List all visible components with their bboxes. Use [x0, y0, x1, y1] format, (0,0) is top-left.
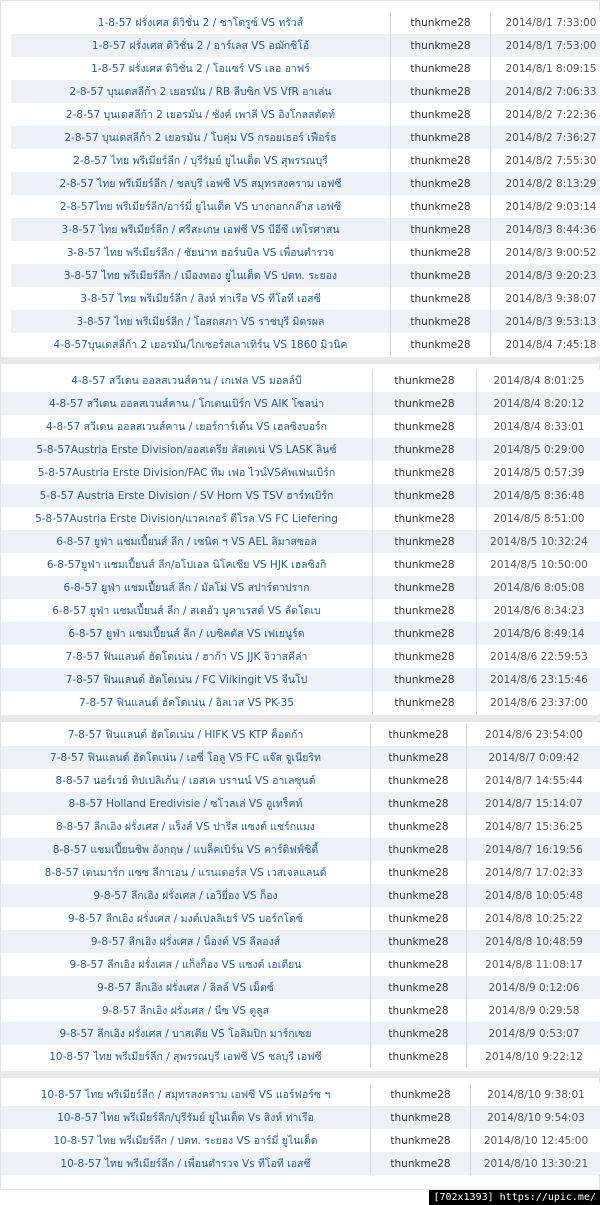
table-row — [1, 792, 600, 815]
poster-username: thunkme28 — [373, 438, 477, 461]
table-row — [1, 553, 600, 576]
poster-username: thunkme28 — [391, 34, 491, 57]
match-title-link[interactable]: 2-8-57 บุนเดสลีก้า 2 เยอรมัน / โบคุ่ม VS กรอยเธอร์ เฟือร์ธ — [11, 126, 391, 149]
match-title-link[interactable]: 2-8-57 บุนเดสลีก้า 2 เยอรมัน / RB ลีบซิก VS VfR อาเล่น — [11, 80, 391, 103]
match-title-link[interactable]: 10-8-57 ไทย พรีเมียร์ลีก / สุพรรณบุรี เอฟซี VS ชลบุรี เอฟซี — [1, 1045, 371, 1068]
poster-username: thunkme28 — [371, 723, 467, 746]
poster-username: thunkme28 — [373, 691, 477, 714]
post-datetime: 2014/8/6 23:37:00 — [490, 696, 588, 709]
poster-username: thunkme28 — [391, 264, 491, 287]
table-row — [11, 241, 600, 264]
poster-username: thunkme28 — [391, 149, 491, 172]
table-row — [1, 907, 600, 930]
match-title-link[interactable]: 3-8-57 ไทย พรีเมียร์ลีก / โอสถสภา VS ราชบุรี มิตรผล — [11, 310, 391, 333]
poster-username: thunkme28 — [373, 369, 477, 392]
poster-username: thunkme28 — [391, 172, 491, 195]
match-title-link[interactable]: 3-8-57 ไทย พรีเมียร์ลีก / ชัยนาท ฮอร์นบิล VS เพื่อนตำรวจ — [11, 241, 391, 264]
match-title-link[interactable]: 7-8-57 ฟินแลนด์ ฮัดโดเน่น / HIFK VS KTP ค็อตก้า — [1, 723, 371, 746]
match-block — [1, 369, 600, 714]
match-title-link[interactable]: 10-8-57 ไทย พรีเมียร์ลีก/บุรีรัมย์ ยูไนเต็ด Vs สิงห์ ท่าเรือ — [1, 1106, 371, 1129]
post-datetime: 2014/8/6 8:34:23 — [493, 604, 585, 617]
match-title-link[interactable]: 9-8-57 ลีกเอิง ฝรั่งเศส / นีซ VS ตูลูส — [1, 999, 371, 1022]
match-title-link[interactable]: 3-8-57 ไทย พรีเมียร์ลีก / เมืองทอง ยูไนเต็ด VS ปตท. ระยอง — [11, 264, 391, 287]
match-title-link[interactable]: 7-8-57 ฟินแลนด์ ฮัดโดเน่น / อิลเวส VS PK-35 — [1, 691, 373, 714]
poster-username: thunkme28 — [391, 310, 491, 333]
table-row — [1, 392, 600, 415]
post-datetime: 2014/8/7 14:55:44 — [485, 774, 583, 787]
poster-username: thunkme28 — [371, 792, 467, 815]
post-datetime: 2014/8/9 0:29:58 — [488, 1004, 580, 1017]
table-row — [11, 149, 600, 172]
poster-username: thunkme28 — [373, 461, 477, 484]
table-row — [1, 861, 600, 884]
block-separator — [1, 1071, 600, 1078]
table-row — [11, 333, 600, 356]
post-datetime: 2014/8/2 9:03:14 — [505, 200, 597, 213]
match-title-link[interactable]: 10-8-57 ไทย พรีเมียร์ลีก / สมุทรสงคราม เอฟซี VS แอร์ฟอร์ซ ฯ — [1, 1083, 371, 1106]
poster-username: thunkme28 — [373, 392, 477, 415]
post-datetime: 2014/8/10 13:30:21 — [483, 1157, 589, 1170]
post-datetime: 2014/8/5 8:51:00 — [493, 512, 585, 525]
match-title-link[interactable]: 9-8-57 ลีกเอิง ฝรั่งเศส / ลิลล์ VS เม็ตซ์ — [1, 976, 371, 999]
post-datetime: 2014/8/4 8:20:12 — [493, 397, 585, 410]
poster-username: thunkme28 — [391, 218, 491, 241]
match-title-link[interactable]: 3-8-57 ไทย พรีเมียร์ลีก / ศรีสะเกษ เอฟซี VS บีอีซี เทโรศาสน — [11, 218, 391, 241]
match-title-link[interactable]: 1-8-57 ฝรั่งเศส ดิวิชั่น 2 / ชาโตรูซ์ VS ทรัวส์ — [11, 11, 391, 34]
post-datetime: 2014/8/9 0:53:07 — [488, 1027, 580, 1040]
poster-username: thunkme28 — [373, 530, 477, 553]
table-row — [11, 218, 600, 241]
match-title-link[interactable]: 9-8-57 ลีกเอิง ฝรั่งเศส / บาสเตีย VS โอลิมปิก มาร์กเซย — [1, 1022, 371, 1045]
table-row — [11, 80, 600, 103]
table-row — [11, 57, 600, 80]
match-title-link[interactable]: 9-8-57 ลีกเอิง ฝรั่งเศส / แก็งก็อง VS แซงต์ เอเตียน — [1, 953, 371, 976]
match-block — [1, 723, 600, 1068]
post-datetime: 2014/8/7 0:09:42 — [488, 751, 580, 764]
poster-username: thunkme28 — [373, 507, 477, 530]
table-row — [1, 1129, 600, 1152]
table-row — [1, 1106, 600, 1129]
match-title-link[interactable]: 4-8-57 สวีเดน ออลสเวนส์คาน / เกเฟล VS มอลล์บี — [1, 369, 373, 392]
poster-username: thunkme28 — [391, 103, 491, 126]
poster-username: thunkme28 — [391, 126, 491, 149]
table-row — [1, 1045, 600, 1068]
match-title-link[interactable]: 8-8-57 ลีกเอิง ฝรั่งเศส / แร็งส์ VS ปารีส แซงต์ แชร์กแมง — [1, 815, 371, 838]
poster-username: thunkme28 — [373, 599, 477, 622]
table-row — [1, 1022, 600, 1045]
match-title-link[interactable]: 9-8-57 ลีกเอิง ฝรั่งเศส / มงต์เปลลิเยร์ VS บอร์กโดซ์ — [1, 907, 371, 930]
poster-username: thunkme28 — [371, 930, 467, 953]
post-datetime: 2014/8/7 15:36:25 — [485, 820, 583, 833]
table-row — [1, 461, 600, 484]
poster-username: thunkme28 — [373, 645, 477, 668]
match-title-link[interactable]: 8-8-57 Holland Eredivisie / ซโวลเล่ VS อูเทร็คท์ — [1, 792, 371, 815]
poster-username: thunkme28 — [391, 333, 491, 356]
block-separator — [1, 357, 600, 364]
match-title-link[interactable]: 5-8-57Austria Erste Division/แวคเกอร์ ตีโรล VS FC Liefering — [1, 507, 373, 530]
poster-username: thunkme28 — [371, 1106, 471, 1129]
post-datetime: 2014/8/10 9:38:01 — [487, 1088, 585, 1101]
poster-username: thunkme28 — [371, 1022, 467, 1045]
poster-username: thunkme28 — [373, 576, 477, 599]
match-title-link[interactable]: 7-8-57 ฟินแลนด์ ฮัดโดเน่น / ฮาก้า VS JJK จิวาสคีล่า — [1, 645, 373, 668]
post-datetime: 2014/8/7 17:02:33 — [485, 866, 583, 879]
image-watermark: [702x1393] https://upic.me/ — [429, 1190, 600, 1205]
match-title-link[interactable]: 9-8-57 ลีกเอิง ฝรั่งเศส / น็องต์ VS ลีลองส์ — [1, 930, 371, 953]
post-datetime: 2014/8/6 23:54:00 — [485, 728, 583, 741]
post-datetime: 2014/8/4 8:33:01 — [493, 420, 585, 433]
poster-username: thunkme28 — [371, 838, 467, 861]
match-title-link[interactable]: 8-8-57 แชมเปี้ยนชิพ อังกฤษ / แบล็คเบิร์น VS คาร์ดิฟฟ์ซิตี้ — [1, 838, 371, 861]
post-datetime: 2014/8/1 7:53:00 — [505, 39, 597, 52]
post-datetime: 2014/8/1 8:09:15 — [505, 62, 597, 75]
table-row — [11, 103, 600, 126]
post-datetime: 2014/8/8 10:05:48 — [485, 889, 583, 902]
match-title-link[interactable]: 1-8-57 ฝรั่งเศส ดิวิชั่น 2 / โอแซร์ VS เลอ อาฟร์ — [11, 57, 391, 80]
match-title-link[interactable]: 4-8-57บุนเดสลีก้า 2 เยอรมัน/ไกเซอร์สเลาเทิร์น VS 1860 มิวนิค — [11, 333, 391, 356]
table-row — [1, 815, 600, 838]
table-row — [1, 415, 600, 438]
poster-username: thunkme28 — [371, 976, 467, 999]
poster-username: thunkme28 — [371, 815, 467, 838]
table-row — [1, 622, 600, 645]
poster-username: thunkme28 — [371, 953, 467, 976]
post-datetime: 2014/8/10 9:54:03 — [487, 1111, 585, 1124]
table-row — [1, 999, 600, 1022]
match-title-link[interactable]: 2-8-57 ไทย พรีเมียร์ลีก / ชลบุรี เอฟซี VS สมุทรสงคราม เอฟซี — [11, 172, 391, 195]
table-row — [11, 287, 600, 310]
table-row — [1, 599, 600, 622]
post-datetime: 2014/8/8 10:25:22 — [485, 912, 583, 925]
match-title-link[interactable]: 5-8-57 Austria Erste Division / SV Horn VS TSV ฮาร์ทเบิร์ก — [1, 484, 373, 507]
post-datetime: 2014/8/5 8:36:48 — [493, 489, 585, 502]
table-row — [11, 195, 600, 218]
poster-username: thunkme28 — [371, 907, 467, 930]
table-row — [1, 723, 600, 746]
post-datetime: 2014/8/8 11:08:17 — [485, 958, 583, 971]
match-title-link[interactable]: 5-8-57Austria Erste Division/FAC ทีม เฟอ ไวน์VSคัพเฟนเบิร์ก — [1, 461, 373, 484]
table-row — [11, 11, 600, 34]
post-datetime: 2014/8/3 9:20:23 — [505, 269, 597, 282]
table-row — [1, 746, 600, 769]
table-row — [11, 310, 600, 333]
table-row — [1, 369, 600, 392]
poster-username: thunkme28 — [371, 769, 467, 792]
match-title-link[interactable]: 6-8-57 ยูฟ่า แชมเปี้ยนส์ ลีก / มัลโม่ VS สปาร์ตาปราก — [1, 576, 373, 599]
post-datetime: 2014/8/5 0:29:00 — [493, 443, 585, 456]
table-row — [1, 930, 600, 953]
table-row — [1, 1083, 600, 1106]
match-title-link[interactable]: 6-8-57 ยูฟ่า แชมเปี้ยนส์ ลีก / เซนิต ฯ VS AEL ลิมาสซอล — [1, 530, 373, 553]
table-row — [1, 530, 600, 553]
post-datetime: 2014/8/6 8:49:14 — [493, 627, 585, 640]
table-row — [1, 1152, 600, 1175]
match-title-link[interactable]: 10-8-57 ไทย พรีเมียร์ลีก / เพื่อนตำรวจ Vs ทีโอที เอสซี — [1, 1152, 371, 1175]
post-datetime: 2014/8/3 9:38:07 — [505, 292, 597, 305]
poster-username: thunkme28 — [391, 11, 491, 34]
poster-username: thunkme28 — [373, 484, 477, 507]
table-row — [1, 668, 600, 691]
post-datetime: 2014/8/6 8:05:08 — [493, 581, 585, 594]
table-row — [1, 976, 600, 999]
post-datetime: 2014/8/4 8:01:25 — [493, 374, 585, 387]
post-datetime: 2014/8/3 9:00:52 — [505, 246, 597, 259]
table-row — [1, 884, 600, 907]
post-datetime: 2014/8/10 9:22:12 — [485, 1050, 583, 1063]
block-separator — [1, 715, 600, 722]
match-title-link[interactable]: 2-8-57 ไทย พรีเมียร์ลีก / บุรีรัมย์ ยูไนเต็ด VS สุพรรณบุรี — [11, 149, 391, 172]
post-datetime: 2014/8/9 0:12:06 — [488, 981, 580, 994]
match-title-link[interactable]: 5-8-57Austria Erste Division/ออสเตรีย ลัสเตเน่ VS LASK ลินซ์ — [1, 438, 373, 461]
match-title-link[interactable]: 2-8-57 บุนเดสลีก้า 2 เยอรมัน / ซังค์ เพาลี VS อิงโกลสตัดท์ — [11, 103, 391, 126]
match-title-link[interactable]: 8-8-57 เดนมาร์ก แซซ ลีกาเอน / แรนเดอร์ส VS เวสเจลแลนด์ — [1, 861, 371, 884]
poster-username: thunkme28 — [373, 668, 477, 691]
table-row — [11, 34, 600, 57]
match-title-link[interactable]: 7-8-57 ฟินแลนด์ ฮัดโดเน่น / เอซี่ โอลู VS FC แจ๊ส จูเนียริท — [1, 746, 371, 769]
post-datetime: 2014/8/3 9:53:13 — [505, 315, 597, 328]
poster-username: thunkme28 — [391, 80, 491, 103]
poster-username: thunkme28 — [391, 57, 491, 80]
match-title-link[interactable]: 1-8-57 ฝรั่งเศส ดิวิชั่น 2 / อาร์เลส VS อฌักซิโอ้ — [11, 34, 391, 57]
poster-username: thunkme28 — [371, 1129, 471, 1152]
table-row — [1, 838, 600, 861]
post-datetime: 2014/8/5 0:57:39 — [493, 466, 585, 479]
match-title-link[interactable]: 4-8-57 สวีเดน ออลสเวนส์คาน / เยอร์การ์เด้น VS เฮลซิงบอร์ก — [1, 415, 373, 438]
table-row — [11, 126, 600, 149]
poster-username: thunkme28 — [371, 884, 467, 907]
post-datetime: 2014/8/2 8:13:29 — [505, 177, 597, 190]
poster-username: thunkme28 — [391, 195, 491, 218]
post-datetime: 2014/8/2 7:55:30 — [505, 154, 597, 167]
post-datetime: 2014/8/10 12:45:00 — [483, 1134, 589, 1147]
poster-username: thunkme28 — [371, 1045, 467, 1068]
post-datetime: 2014/8/4 7:45:18 — [505, 338, 597, 351]
table-row — [1, 645, 600, 668]
post-datetime: 2014/8/7 15:14:07 — [485, 797, 583, 810]
poster-username: thunkme28 — [371, 746, 467, 769]
poster-username: thunkme28 — [371, 1083, 471, 1106]
match-title-link[interactable]: 7-8-57 ฟินแลนด์ ฮัดโดเน่น / FC Viikingit VS จีนโป — [1, 668, 373, 691]
poster-username: thunkme28 — [391, 241, 491, 264]
match-title-link[interactable]: 8-8-57 นอร์เวย์ ทิปเปลิเก้น / เอสเค บรานน์ VS อาเลซุนด์ — [1, 769, 371, 792]
table-row — [1, 438, 600, 461]
table-row — [1, 953, 600, 976]
post-datetime: 2014/8/3 8:44:36 — [505, 223, 597, 236]
match-title-link[interactable]: 4-8-57 สวีเดน ออลสเวนส์คาน / โกเตนเบิร์ก VS AIK โซลน่า — [1, 392, 373, 415]
post-datetime: 2014/8/2 7:22:36 — [505, 108, 597, 121]
poster-username: thunkme28 — [373, 415, 477, 438]
match-title-link[interactable]: 2-8-57ไทย พรีเมียร์ลีก/อาร์มี่ ยูไนเต็ด VS บางกอกกล๊าส เอฟซี — [11, 195, 391, 218]
post-datetime: 2014/8/2 7:06:33 — [505, 85, 597, 98]
match-title-link[interactable]: 6-8-57 ยูฟ่า แชมเปี้ยนส์ ลีก / สเตอัว บูคาเรสต์ VS ลัดโดเบ — [1, 599, 373, 622]
match-title-link[interactable]: 10-8-57 ไทย พรีเมียร์ลีก / ปตท. ระยอง VS อาร์มี่ ยูไนเต็ด — [1, 1129, 371, 1152]
table-row — [1, 691, 600, 714]
table-row — [1, 484, 600, 507]
poster-username: thunkme28 — [391, 287, 491, 310]
post-datetime: 2014/8/1 7:33:00 — [505, 16, 597, 29]
table-row — [11, 264, 600, 287]
match-title-link[interactable]: 6-8-57ยูฟ่า แชมเปี้ยนส์ ลีก/อโปเอล นิโคเซีย VS HJK เฮลซิงกิ — [1, 553, 373, 576]
table-row — [1, 576, 600, 599]
table-row — [1, 507, 600, 530]
match-block — [1, 1083, 600, 1175]
table-row — [11, 172, 600, 195]
poster-username: thunkme28 — [371, 1152, 471, 1175]
post-datetime: 2014/8/8 10:48:59 — [485, 935, 583, 948]
poster-username: thunkme28 — [371, 861, 467, 884]
post-datetime: 2014/8/2 7:36:27 — [505, 131, 597, 144]
match-block — [1, 11, 600, 356]
post-datetime: 2014/8/7 16:19:56 — [485, 843, 583, 856]
match-title-link[interactable]: 6-8-57 ยูฟ่า แชมเปี้ยนส์ ลีก / เบซิคตัส VS เฟเยนูร์ด — [1, 622, 373, 645]
poster-username: thunkme28 — [373, 622, 477, 645]
poster-username: thunkme28 — [373, 553, 477, 576]
table-row — [1, 769, 600, 792]
post-datetime: 2014/8/5 10:32:24 — [490, 535, 588, 548]
post-datetime: 2014/8/6 22:59:53 — [490, 650, 588, 663]
match-title-link[interactable]: 9-8-57 ลีกเอิง ฝรั่งเศส / เอวิยี่อง VS ก็อง — [1, 884, 371, 907]
match-title-link[interactable]: 3-8-57 ไทย พรีเมียร์ลีก / สิงห์ ท่าเรือ VS ทีโอที เอสซี — [11, 287, 391, 310]
poster-username: thunkme28 — [371, 999, 467, 1022]
post-datetime: 2014/8/5 10:50:00 — [490, 558, 588, 571]
post-datetime: 2014/8/6 23:15:46 — [490, 673, 588, 686]
